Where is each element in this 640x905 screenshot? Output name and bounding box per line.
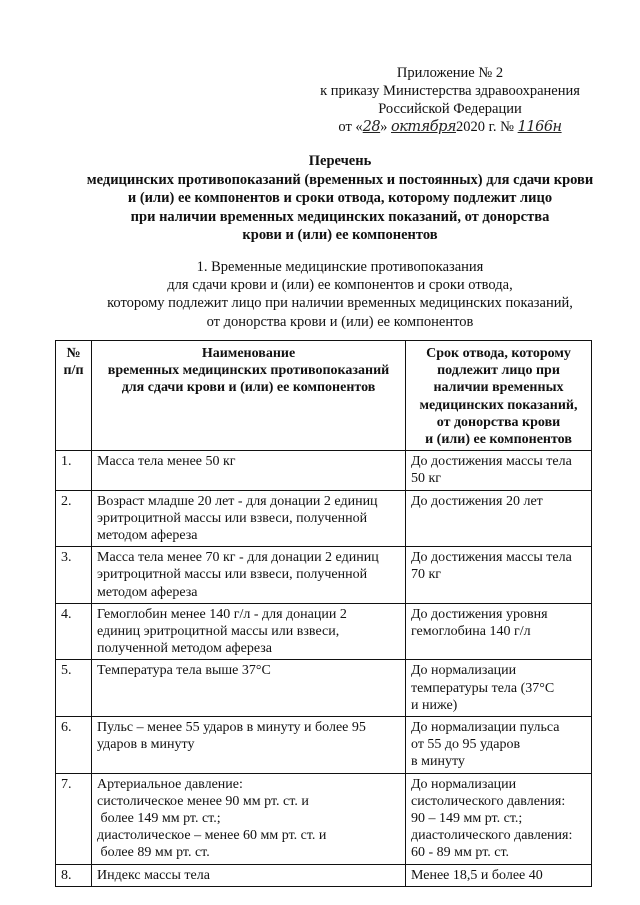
section-line: от донорства крови и (или) ее компонентов (206, 313, 474, 330)
condition-line: Температура тела выше 37°С (97, 663, 271, 679)
title-line: крови и (или) ее компонентов (242, 227, 438, 244)
row-condition (92, 864, 406, 886)
period-line: До нормализации пульса (411, 720, 560, 736)
period-line: До нормализации (411, 776, 517, 792)
period-line: 50 кг (411, 471, 442, 487)
row-period (406, 547, 592, 604)
row-condition (92, 547, 406, 604)
row-condition (92, 660, 406, 717)
appendix-order-line: к приказу Министерства здравоохранения (320, 83, 580, 99)
period-line: температуры тела (37°С (411, 680, 555, 696)
table-row (56, 660, 592, 717)
row-period (406, 660, 592, 717)
period-line: систолического давления: (411, 793, 566, 809)
header-period-line: от донорства крови (436, 414, 561, 430)
condition-line: Гемоглобин менее 140 г/л - для донации 2 (97, 606, 347, 622)
row-number: 6. (56, 717, 92, 774)
row-period (406, 864, 592, 886)
title-line: Перечень (308, 153, 372, 169)
condition-line: Пульс – менее 55 ударов в минуту и более 95 (97, 720, 366, 736)
condition-line: эритроцитной массы или взвеси, полученной (97, 510, 368, 526)
condition-line: Масса тела менее 50 кг (97, 454, 236, 470)
row-number: 3. (56, 547, 92, 604)
title-line: при наличии временных медицинских показаний, от донорства (130, 208, 550, 225)
row-period (406, 773, 592, 864)
section-line: которому подлежит лицо при наличии временных медицинских показаний, (107, 295, 573, 312)
row-period (406, 603, 592, 660)
table-row (56, 864, 592, 886)
title-line: медицинских противопоказаний (временных и постоянных) для сдачи крови (86, 171, 594, 188)
date-prefix: от « (338, 119, 363, 135)
period-line: гемоглобина 140 г/л (411, 624, 531, 640)
period-line: До достижения 20 лет (411, 493, 543, 509)
header-period (406, 341, 592, 451)
row-period (406, 451, 592, 490)
row-number: 2. (56, 490, 92, 547)
document-title (40, 152, 640, 245)
header-period-line: и (или) ее компонентов (425, 432, 572, 448)
period-line: 60 - 89 мм рт. ст. (411, 845, 510, 861)
appendix-federation-line: Российской Федерации (378, 101, 522, 117)
appendix-title: Приложение № 2 (396, 65, 504, 81)
period-line: До достижения уровня (411, 606, 548, 622)
table-row (56, 773, 592, 864)
period-line: Менее 18,5 и более 40 (411, 867, 543, 883)
table-header-row (56, 341, 592, 451)
condition-line: Масса тела менее 70 кг - для донации 2 единиц (97, 550, 379, 566)
condition-line: Возраст младше 20 лет - для донации 2 единиц (97, 493, 378, 509)
condition-line: полученной методом афереза (97, 641, 272, 657)
row-condition (92, 490, 406, 547)
condition-line: эритроцитной массы или взвеси, полученной (97, 567, 368, 583)
header-name-line: Наименование (201, 346, 296, 361)
section-heading (40, 258, 640, 331)
date-year: 2020 г. № (455, 119, 515, 135)
condition-line: Артериальное давление: (97, 776, 243, 792)
section-line: 1. Временные медицинские противопоказания (196, 259, 484, 275)
period-line: 70 кг (411, 567, 442, 583)
table-body (56, 451, 592, 887)
header-period-line: медицинских показаний, (419, 397, 578, 413)
row-condition (92, 451, 406, 490)
period-line: До достижения массы тела (411, 454, 572, 470)
table-row (56, 717, 592, 774)
table-row (56, 490, 592, 547)
header-number-line: № (66, 346, 81, 361)
row-condition (92, 717, 406, 774)
period-line: диастолического давления: (411, 828, 573, 844)
row-number: 7. (56, 773, 92, 864)
period-line: До достижения массы тела (411, 550, 572, 566)
condition-line: методом афереза (97, 528, 198, 544)
condition-line: методом афереза (97, 584, 198, 600)
condition-line: единиц эритроцитной массы или взвеси, (97, 624, 340, 640)
row-condition (92, 603, 406, 660)
header-period-line: Срок отвода, которому (426, 346, 571, 361)
condition-line: систолическое менее 90 мм рт. ст. и (97, 793, 309, 809)
header-name (92, 341, 406, 451)
date-day: 28 (362, 119, 381, 135)
table-row (56, 451, 592, 490)
title-line: и (или) ее компонентов и сроки отвода, которому подлежит лицо (127, 190, 553, 207)
date-month: октября (391, 119, 456, 135)
appendix-header (300, 64, 600, 136)
condition-line: диастолическое – менее 60 мм рт. ст. и (97, 828, 327, 844)
row-number: 5. (56, 660, 92, 717)
header-name-line: для сдачи крови и (или) ее компонентов (121, 380, 376, 396)
header-period-line: подлежит лицо при (437, 363, 560, 379)
order-number: 1166н (517, 119, 562, 135)
header-name-line: временных медицинских противопоказаний (107, 363, 390, 379)
contraindications-table (55, 340, 592, 887)
row-number: 1. (56, 451, 92, 490)
row-period (406, 717, 592, 774)
period-line: 90 – 149 мм рт. ст.; (411, 811, 523, 827)
condition-line: более 149 мм рт. ст.; (97, 811, 221, 827)
header-number (56, 341, 92, 451)
header-period-line: наличии временных (433, 380, 564, 396)
header-number-line: п/п (63, 363, 84, 379)
row-period (406, 490, 592, 547)
table-row (56, 547, 592, 604)
period-line: До нормализации (411, 663, 517, 679)
period-line: в минуту (411, 754, 465, 770)
condition-line: Индекс массы тела (97, 867, 210, 883)
period-line: и ниже) (411, 697, 458, 713)
condition-line: ударов в минуту (97, 737, 195, 753)
row-number: 4. (56, 603, 92, 660)
appendix-date-line (300, 118, 600, 136)
date-mid: » (380, 119, 388, 135)
table-row (56, 603, 592, 660)
condition-line: более 89 мм рт. ст. (97, 845, 210, 861)
period-line: от 55 до 95 ударов (411, 737, 521, 753)
section-line: для сдачи крови и (или) ее компонентов и сроки отвода, (167, 277, 513, 294)
row-number: 8. (56, 864, 92, 886)
row-condition (92, 773, 406, 864)
